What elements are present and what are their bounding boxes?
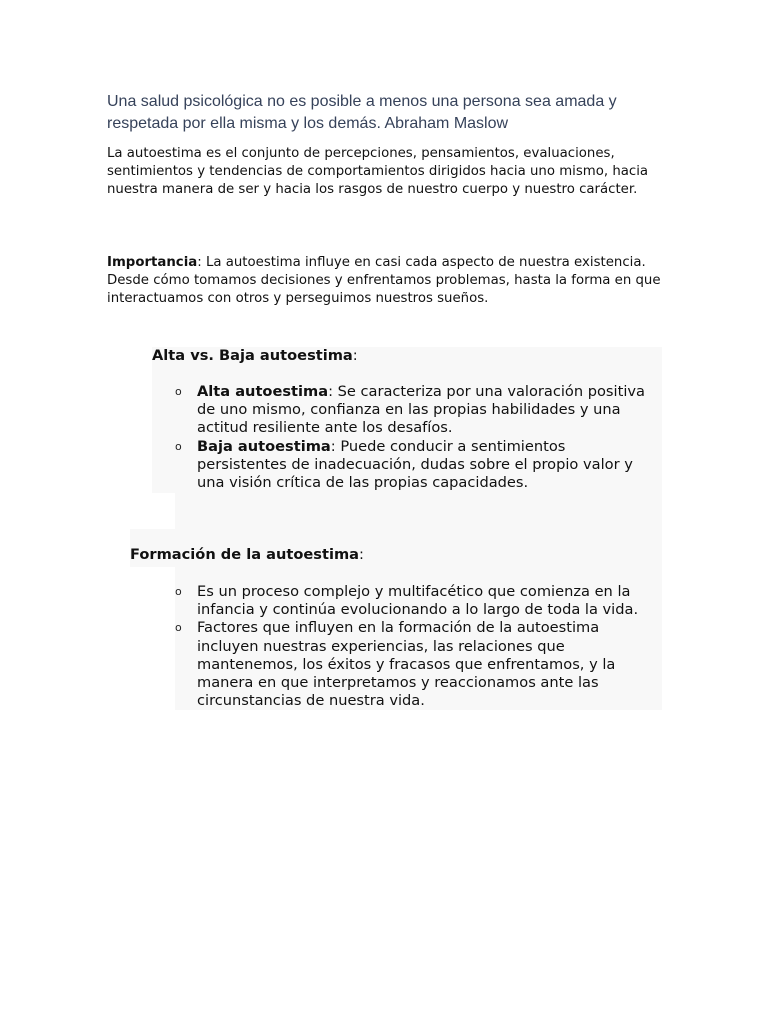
bullet-icon: o	[175, 439, 182, 453]
maslow-quote: Una salud psicológica no es posible a menos una persona sea amada y respetada por ella misma y los demás. Abraham Maslow	[107, 93, 617, 132]
list-item	[175, 583, 655, 619]
bullet-icon: o	[175, 621, 182, 635]
importance-text: : La autoestima influye en casi cada aspecto de nuestra existencia. Desde cómo tomamos decisiones y enfrentamos problemas, hasta la forma en que interactuamos con otros y perseguimos nuestros sueños.	[107, 255, 661, 306]
shaded-block	[175, 493, 662, 529]
item-text: Es un proceso complejo y multifacético que comienza en la infancia y continúa evolucionando a lo largo de toda la vida.	[197, 583, 639, 619]
importance-label: Importancia	[107, 255, 198, 270]
section-title-colon: :	[359, 546, 364, 563]
section-title-text: Formación de la autoestima	[130, 546, 360, 563]
section-title-colon: :	[352, 347, 358, 364]
section-title-alta-baja	[152, 347, 358, 365]
section-title-formacion	[130, 546, 364, 564]
list-item	[175, 438, 655, 493]
bullet-icon: o	[175, 385, 182, 398]
section-title-text: Alta vs. Baja autoestima	[152, 347, 353, 364]
importance-paragraph	[107, 254, 667, 307]
list-item	[175, 619, 655, 710]
item-text: : Se caracteriza por una valoración positiva de uno mismo, confianza en las propias habilidades y una actitud resiliente ante los desafíos.	[197, 383, 645, 437]
item-text: Factores que influyen en la formación de la autoestima incluyen nuestras experiencias, las relaciones que mantenemos, los éxitos y fracasos que enfrentamos, y la manera en que interpretamos y reaccionamos ante las circunstancias de nuestra vida.	[197, 619, 616, 710]
bullet-icon: o	[175, 585, 182, 598]
formacion-list	[175, 583, 655, 710]
alta-baja-list	[175, 383, 655, 492]
intro-paragraph: La autoestima es el conjunto de percepciones, pensamientos, evaluaciones, sentimientos y tendencias de comportamientos dirigidos hacia uno mismo, hacia nuestra manera de ser y hacia los rasgos de nuestro cuerpo y nuestro carácter.	[107, 146, 649, 197]
item-text: : Puede conducir a sentimientos persistentes de inadecuación, dudas sobre el propio valor y una visión crítica de las propias capacidades.	[197, 437, 633, 492]
list-item	[175, 383, 655, 438]
item-label: Baja autoestima	[197, 437, 331, 455]
item-label: Alta autoestima	[197, 383, 329, 400]
